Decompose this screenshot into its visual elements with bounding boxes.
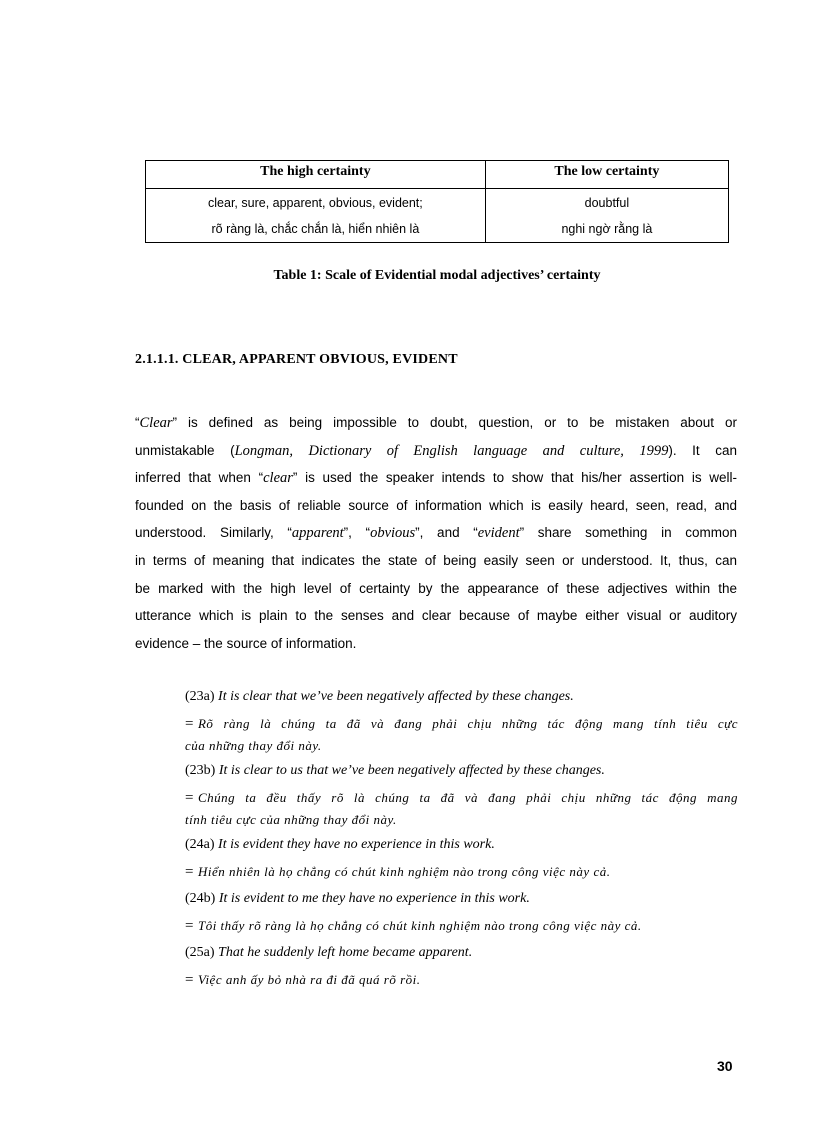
table-caption: Table 1: Scale of Evidential modal adjectives’ certainty	[273, 268, 601, 283]
table-row	[146, 189, 729, 243]
body-paragraph	[135, 409, 737, 657]
low-certainty-words-vi: nghi ngờ rằng là	[561, 222, 653, 236]
translation-23b: = Chúng ta đều thấy rõ là chúng ta đã và đang phải chịu những tác động mang tính tiêu cực của những thay đổi này.	[185, 790, 738, 827]
high-certainty-words-vi: rõ ràng là, chắc chắn là, hiển nhiên là	[211, 222, 420, 236]
table-header-row	[146, 161, 729, 189]
example-23a: (23a) It is clear that we’ve been negatively affected by these changes.	[185, 689, 574, 704]
translation-24b: = Tôi thấy rõ ràng là họ chẳng có chút kinh nghiệm nào trong công việc này cả.	[185, 918, 642, 934]
certainty-scale-table	[145, 160, 729, 243]
paragraph-line: founded on the basis of reliable source of information which is easily heard, seen, read, and	[135, 497, 737, 513]
example-list	[185, 685, 738, 995]
translation-24a: = Hiển nhiên là họ chẳng có chút kinh nghiệm nào trong công việc này cả.	[185, 864, 611, 880]
paragraph-line: “Clear” is defined as being impossible to doubt, question, or to be mistaken about or	[135, 415, 737, 431]
header-low-certainty: The low certainty	[485, 161, 728, 189]
example-23b: (23b) It is clear to us that we’ve been negatively affected by these changes.	[185, 763, 605, 778]
header-high-certainty: The high certainty	[146, 161, 486, 189]
section-heading: 2.1.1.1. CLEAR, APPARENT OBVIOUS, EVIDENT	[135, 352, 458, 367]
paragraph-line: unmistakable (Longman, Dictionary of English language and culture, 1999). It can	[135, 442, 737, 459]
example-24a: (24a) It is evident they have no experience in this work.	[185, 837, 495, 852]
paragraph-line: in terms of meaning that indicates the state of being easily seen or understood. It, thus, can	[135, 552, 737, 568]
translation-23a: = Rõ ràng là chúng ta đã và đang phải chịu những tác động mang tính tiêu cực của những thay đổi này.	[185, 716, 738, 753]
page-number: 30	[717, 1058, 733, 1074]
paragraph-line: be marked with the high level of certainty by the appearance of these adjectives within the	[135, 580, 737, 596]
low-certainty-words: doubtful	[584, 196, 630, 210]
paragraph-line: evidence – the source of information.	[135, 635, 357, 651]
high-certainty-cell	[146, 189, 486, 243]
example-24b: (24b) It is evident to me they have no experience in this work.	[185, 891, 530, 906]
example-25a: (25a) That he suddenly left home became apparent.	[185, 945, 473, 960]
paragraph-line: inferred that when “clear” is used the speaker intends to show that his/her assertion is well-	[135, 470, 738, 487]
citation: Longman, Dictionary of English language and culture, 1999	[234, 442, 669, 459]
translation-25a: = Việc anh ấy bỏ nhà ra đi đã quá rõ rồi.	[185, 972, 421, 988]
high-certainty-words: clear, sure, apparent, obvious, evident;	[208, 196, 423, 210]
paragraph-line: understood. Similarly, “apparent”, “obvious”, and “evident” share something in common	[135, 525, 737, 542]
paragraph-line: utterance which is plain to the senses and clear because of maybe either visual or auditory	[135, 608, 737, 624]
low-certainty-cell	[485, 189, 728, 243]
